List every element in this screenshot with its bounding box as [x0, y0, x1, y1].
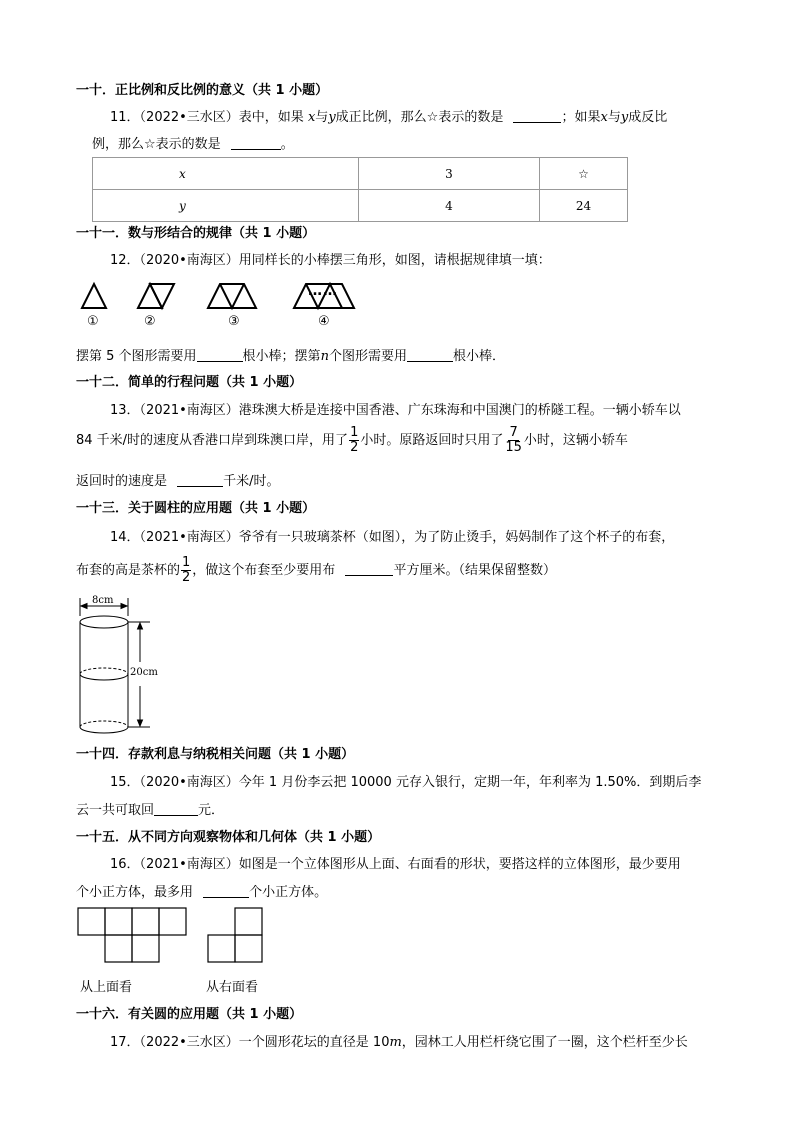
- triangle-figure-3: [208, 284, 256, 308]
- q11-and2: 与: [607, 110, 621, 125]
- q13-text-c: 小时，这辆小轿车: [523, 433, 628, 448]
- question-16-line2: [76, 881, 327, 900]
- section-11-heading: 一十一．数与形结合的规律（共 1 小题）: [76, 226, 316, 241]
- q11-period: 。: [280, 137, 294, 152]
- section-13-heading: 一十三．关于圆柱的应用题（共 1 小题）: [76, 501, 316, 516]
- figure-label-1: ①: [87, 314, 99, 329]
- question-12-answer-line: [76, 345, 505, 364]
- q11-var-y2: y: [620, 110, 629, 125]
- question-13-line3: [76, 470, 280, 489]
- triangle-figure-2a: [138, 284, 162, 308]
- question-14-line2: [76, 556, 556, 585]
- question-13-line1: 13．（2021•南海区）港珠澳大桥是连接中国香港、广东珠海和中国澳门的桥隧工程。一辆小轿车以: [110, 403, 681, 418]
- question-15-line2: [76, 799, 224, 818]
- fraction-denominator: 2: [182, 570, 191, 585]
- table-cell-label: x: [93, 158, 359, 190]
- q12-var-n: n: [320, 349, 329, 364]
- question-13-line2: [76, 426, 628, 455]
- question-16-line1: 16．（2021•南海区）如图是一个立体图形从上面、右面看的形状，要搭这样的立体图形，最少要用: [110, 857, 681, 872]
- q17-unit-m: m: [389, 1035, 402, 1050]
- figure-label-3: ③: [228, 314, 240, 329]
- q11-and: 与: [315, 110, 329, 125]
- table-row: [93, 158, 628, 190]
- ellipsis: ……: [308, 283, 338, 299]
- cylinder-height-label: 20cm: [130, 667, 158, 678]
- q11-var-x: x: [307, 110, 316, 125]
- q13-text-b: 小时。原路返回时只用了: [360, 433, 504, 448]
- q15-blank[interactable]: [154, 802, 198, 816]
- question-17-line1: [110, 1031, 688, 1050]
- q15-text-a: 云一共可取回: [76, 803, 155, 818]
- question-11-line2: [92, 133, 294, 152]
- cylinder-diameter-label: 8cm: [92, 595, 114, 606]
- triangle-figure-1: [82, 284, 106, 308]
- q11-table: [92, 157, 628, 222]
- q16-text-a: 个小正方体，最多用: [76, 885, 194, 900]
- table-cell: 24: [540, 190, 628, 222]
- q12-blank-1[interactable]: [197, 348, 243, 362]
- q13-text-a: 84 千米/时的速度从香港口岸到珠澳口岸，用了: [76, 433, 349, 448]
- q16-blank[interactable]: [203, 884, 249, 898]
- table-row: [93, 190, 628, 222]
- q17-text-a: 17．（2022•三水区）一个圆形花坛的直径是 10: [110, 1035, 390, 1050]
- question-11-line1: [110, 106, 667, 125]
- fraction-numerator: 1: [182, 555, 191, 570]
- q14-text-a: 布套的高是茶杯的: [76, 563, 181, 578]
- q11-text-a: 成正比例，那么☆表示的数是: [335, 110, 504, 125]
- q13-text-e: 千米/时。: [223, 474, 280, 489]
- fraction-numerator: 1: [350, 425, 359, 440]
- cylinder-cup-figure: [70, 594, 180, 739]
- q15-text-b: 元．: [198, 803, 225, 818]
- figure-label-4: ④: [318, 314, 330, 329]
- q11-line2-text: 例，那么☆表示的数是: [92, 137, 221, 152]
- question-15-line1: 15．（2020•南海区）今年 1 月份李云把 10000 元存入银行，定期一年，年利率为 1.50%．到期后李: [110, 775, 702, 790]
- triangle-figure-2b: [150, 284, 174, 308]
- q12-text-4: 根小棒．: [452, 349, 505, 364]
- section-12-heading: 一十二．简单的行程问题（共 1 小题）: [76, 375, 303, 390]
- top-view-caption: 从上面看: [80, 980, 133, 995]
- table-cell: ☆: [540, 158, 628, 190]
- q12-text-3: 个图形需要用: [328, 349, 407, 364]
- section-15-heading: 一十五．从不同方向观察物体和几何体（共 1 小题）: [76, 830, 381, 845]
- table-cell-label: y: [93, 190, 359, 222]
- q11-blank-2[interactable]: [231, 136, 281, 150]
- section-16-heading: 一十六．有关圆的应用题（共 1 小题）: [76, 1007, 303, 1022]
- right-view-grid: [208, 908, 262, 962]
- triangle-pattern-figure: [74, 272, 434, 332]
- section-14-heading: 一十四．存款利息与纳税相关问题（共 1 小题）: [76, 747, 355, 762]
- figure-label-2: ②: [144, 314, 156, 329]
- views-figure: [76, 906, 276, 966]
- q11-var-x2: x: [600, 110, 608, 125]
- q12-blank-2[interactable]: [407, 348, 453, 362]
- fraction-numerator: 7: [509, 425, 518, 440]
- q13-text-d: 返回时的速度是: [76, 474, 168, 489]
- q11-text-b: ；如果: [561, 110, 601, 125]
- q14-text-b: ，做这个布套至少要用布: [192, 563, 336, 578]
- fraction-denominator: 15: [505, 440, 522, 455]
- top-view-grid: [78, 908, 186, 962]
- q11-number: 11．: [110, 110, 140, 125]
- right-view-caption: 从右面看: [206, 980, 259, 995]
- fraction-seven-fifteenths: [504, 426, 523, 455]
- fraction-one-half: [349, 426, 359, 455]
- q11-text-c: 成反比: [628, 110, 668, 125]
- fraction-one-half: [181, 556, 191, 585]
- table-cell: 3: [359, 158, 540, 190]
- q11-var-y: y: [328, 110, 336, 125]
- q11-source: （2022•三水区）表中，如果: [139, 110, 304, 125]
- question-12-text: 12．（2020•南海区）用同样长的小棒摆三角形，如图，请根据规律填一填：: [110, 253, 551, 268]
- fraction-denominator: 2: [350, 440, 359, 455]
- question-14-line1: 14．（2021•南海区）爷爷有一只玻璃茶杯（如图），为了防止烫手，妈妈制作了这个杯子的布套，: [110, 530, 675, 545]
- q17-text-b: ，园林工人用栏杆绕它围了一圈，这个栏杆至少长: [401, 1035, 688, 1050]
- q11-blank-1[interactable]: [513, 109, 561, 123]
- section-10-heading: 一十．正比例和反比例的意义（共 1 小题）: [76, 83, 329, 98]
- table-cell: 4: [359, 190, 540, 222]
- q12-text-2: 根小棒；摆第: [242, 349, 321, 364]
- q14-text-c: 平方厘米。（结果保留整数）: [393, 563, 556, 578]
- q12-text-1: 摆第 5 个图形需要用: [76, 349, 197, 364]
- q16-text-b: 个小正方体。: [249, 885, 328, 900]
- q14-blank[interactable]: [345, 562, 393, 576]
- q13-blank[interactable]: [177, 473, 223, 487]
